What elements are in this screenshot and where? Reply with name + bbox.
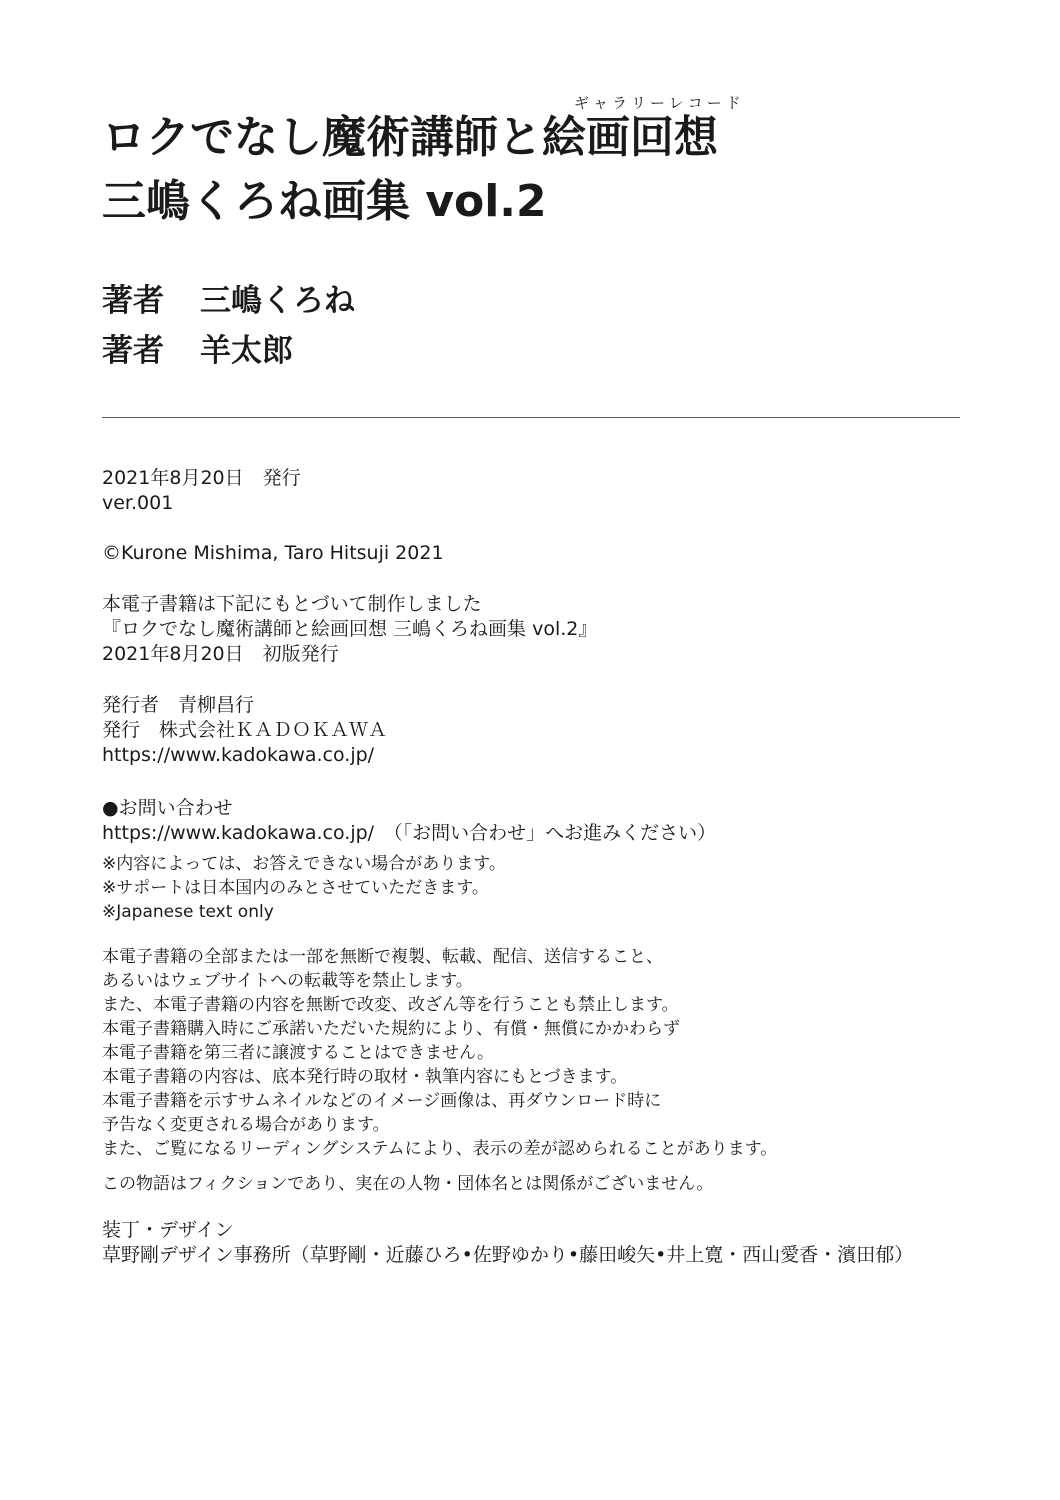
publisher-url[interactable]: https://www.kadokawa.co.jp/ [102,744,375,766]
author-2 [102,333,293,369]
source-note: 本電子書籍は下記にもとづいて制作しました [102,593,482,615]
legal-line: また、本電子書籍の内容を無断で改変、改ざん等を行うことも禁止します。 [102,995,679,1015]
issuer-line: 発行 株式会社ＫＡＤＯＫＡＷＡ [102,719,388,741]
legal-line: 本電子書籍の全部または一部を無断で複製、転載、配信、送信すること、 [102,947,663,967]
legal-line: 予告なく変更される場合があります。 [102,1115,390,1135]
inquiry-note: ※内容によっては、お答えできない場合があります。 [102,854,506,874]
publication-date: 2021年8月20日 発行 [102,467,301,489]
first-edition: 2021年8月20日 初版発行 [102,643,339,665]
author-1 [102,283,355,319]
publisher-line: 発行者 青柳昌行 [102,694,255,716]
inquiry-notes [102,852,506,924]
divider [102,417,960,418]
legal-line: 本電子書籍の内容は、底本発行時の取材・執筆内容にもとづきます。 [102,1067,628,1087]
author-name: 羊太郎 [200,333,293,369]
inquiry-info [102,796,716,846]
copyright [102,541,444,566]
design-credit [102,1218,913,1268]
design-label: 装丁・デザイン [102,1219,234,1241]
title-ruby: ギャラリーレコード [574,94,745,112]
publication-info [102,466,301,516]
author-role: 著者 [102,283,164,319]
title-line-1: ロクでなし魔術講師と絵画回想 [102,112,718,163]
title-line-2: 三嶋くろね画集 vol.2 [102,176,547,227]
inquiry-url[interactable]: https://www.kadokawa.co.jp/ （「お問い合わせ」へお進みください） [102,822,717,844]
inquiry-note: ※Japanese text only [102,902,274,922]
source-info [102,592,597,667]
legal-line: 本電子書籍購入時にご承諾いただいた規約により、有償・無償にかかわらず [102,1019,680,1039]
legal-line: 本電子書籍を示すサムネイルなどのイメージ画像は、再ダウンロード時に [102,1091,662,1111]
copyright-text: ©Kurone Mishima, Taro Hitsuji 2021 [102,542,444,564]
fiction-note-text: この物語はフィクションであり、実在の人物・団体名とは関係がございません。 [102,1174,714,1194]
legal-line: また、ご覧になるリーディングシステムにより、表示の差が認められることがあります。 [102,1139,778,1159]
author-name: 三嶋くろね [200,283,355,319]
author-role: 著者 [102,333,164,369]
legal-line: 本電子書籍を第三者に譲渡することはできません。 [102,1043,495,1063]
publisher-info [102,693,387,768]
colophon-page [102,0,962,1500]
inquiry-heading: ●お問い合わせ [102,797,233,819]
legal-notice [102,945,777,1161]
legal-line: あるいはウェブサイトへの転載等を禁止します。 [102,971,473,991]
source-book: 『ロクでなし魔術講師と絵画回想 三嶋くろね画集 vol.2』 [102,618,598,640]
fiction-note [102,1172,713,1196]
version: ver.001 [102,492,174,514]
design-credit-text: 草野剛デザイン事務所（草野剛・近藤ひろ•佐野ゆかり•藤田峻矢•井上寛・西山愛香・濱田郁） [102,1244,914,1266]
inquiry-note: ※サポートは日本国内のみとさせていただきます。 [102,878,489,898]
